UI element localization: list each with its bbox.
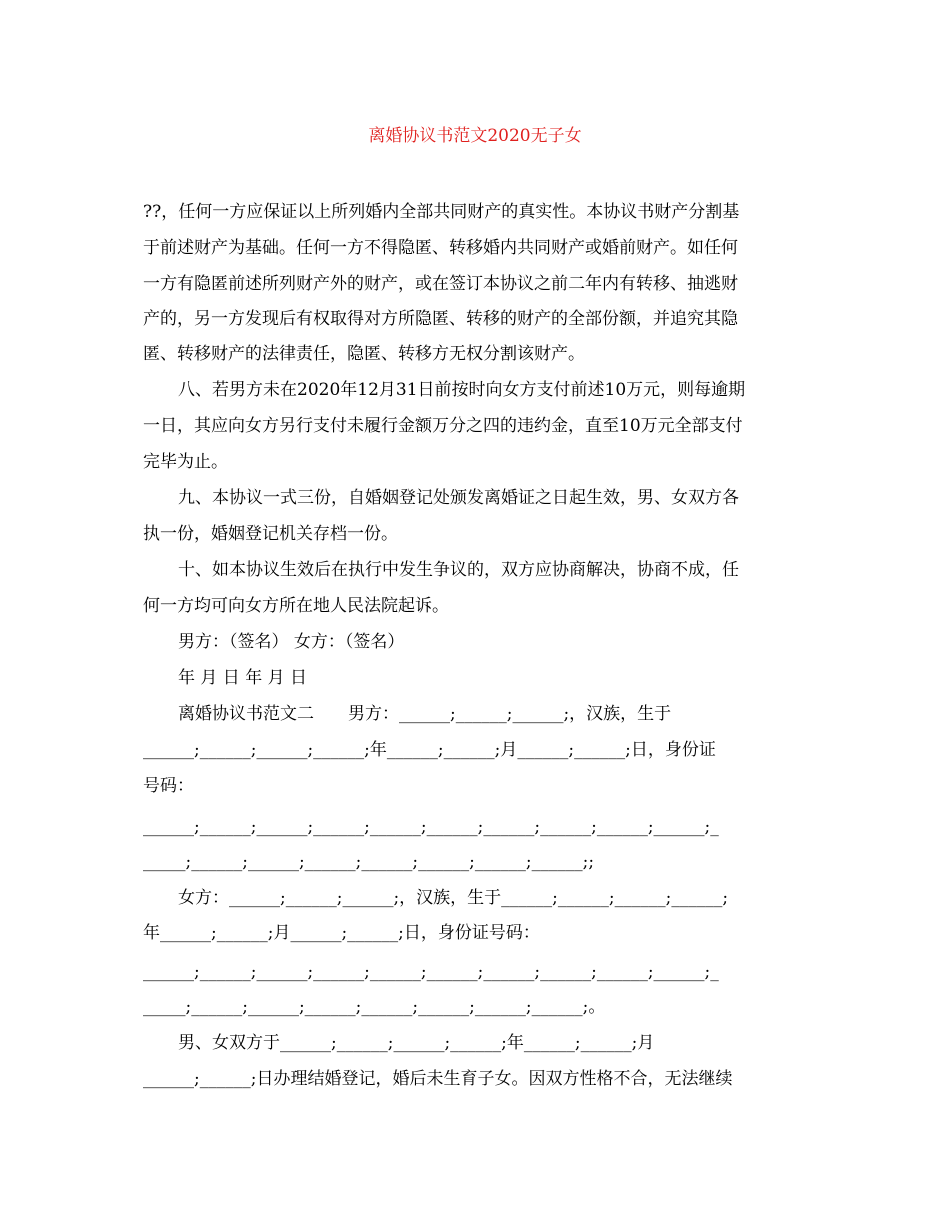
blank-fill-line: ______;______;______;______;______;______;______;______;______;______;_	[143, 962, 719, 982]
female-party-line: 女方：______;______;______;，汉族，生于______;______;______;______;	[178, 888, 729, 908]
signature-line: 男方：（签名） 女方：（签名）	[178, 632, 405, 652]
body-line: ______;______;日办理结婚登记，婚后未生育子女。因双方性格不合，无法继续	[143, 1069, 733, 1089]
body-line: ______;______;______;______;年______;______;月______;______;日，身份证	[143, 740, 716, 760]
blank-fill-line: _____;______;______;______;______;______;______;______;;	[143, 852, 595, 872]
body-line: 执一份，婚姻登记机关存档一份。	[143, 524, 398, 544]
clause-9-line: 九、本协议一式三份，自婚姻登记处颁发离婚证之日起生效，男、女双方各	[178, 488, 739, 508]
body-line: ??，任何一方应保证以上所列婚内全部共同财产的真实性。本协议书财产分割基	[143, 202, 740, 222]
body-line: 一方有隐匿前述所列财产外的财产，或在签订本协议之前二年内有转移、抽逃财	[143, 274, 738, 294]
body-line: 产的，另一方发现后有权取得对方所隐匿、转移的财产的全部份额，并追究其隐	[143, 309, 738, 329]
body-line: 号码：	[143, 776, 194, 796]
blank-fill-line: ______;______;______;______;______;______;______;______;______;______;_	[143, 817, 719, 837]
clause-8-line: 八、若男方未在2020年12月31日前按时向女方支付前述10万元，则每逾期	[178, 380, 746, 400]
marriage-registration-line: 男、女双方于______;______;______;______;年______;______;月	[178, 1033, 655, 1053]
document-title: 离婚协议书范文2020无子女	[368, 126, 582, 146]
blank-fill-line: _____;______;______;______;______;______;______;______;。	[143, 997, 606, 1017]
sample-two-heading-line: 离婚协议书范文二 男方：______;______;______;，汉族，生于	[178, 704, 672, 724]
body-line: 于前述财产为基础。任何一方不得隐匿、转移婚内共同财产或婚前财产。如任何	[143, 238, 738, 258]
body-line: 何一方均可向女方所在地人民法院起诉。	[143, 596, 449, 616]
date-line: 年 月 日 年 月 日	[178, 668, 308, 688]
clause-10-line: 十、如本协议生效后在执行中发生争议的，双方应协商解决，协商不成，任	[178, 560, 739, 580]
body-line: 匿、转移财产的法律责任，隐匿、转移方无权分割该财产。	[143, 344, 585, 364]
body-line: 一日，其应向女方另行支付未履行金额万分之四的违约金，直至10万元全部支付	[143, 416, 743, 436]
body-line: 年______;______;月______;______;日，身份证号码：	[143, 923, 540, 943]
body-line: 完毕为止。	[143, 452, 228, 472]
